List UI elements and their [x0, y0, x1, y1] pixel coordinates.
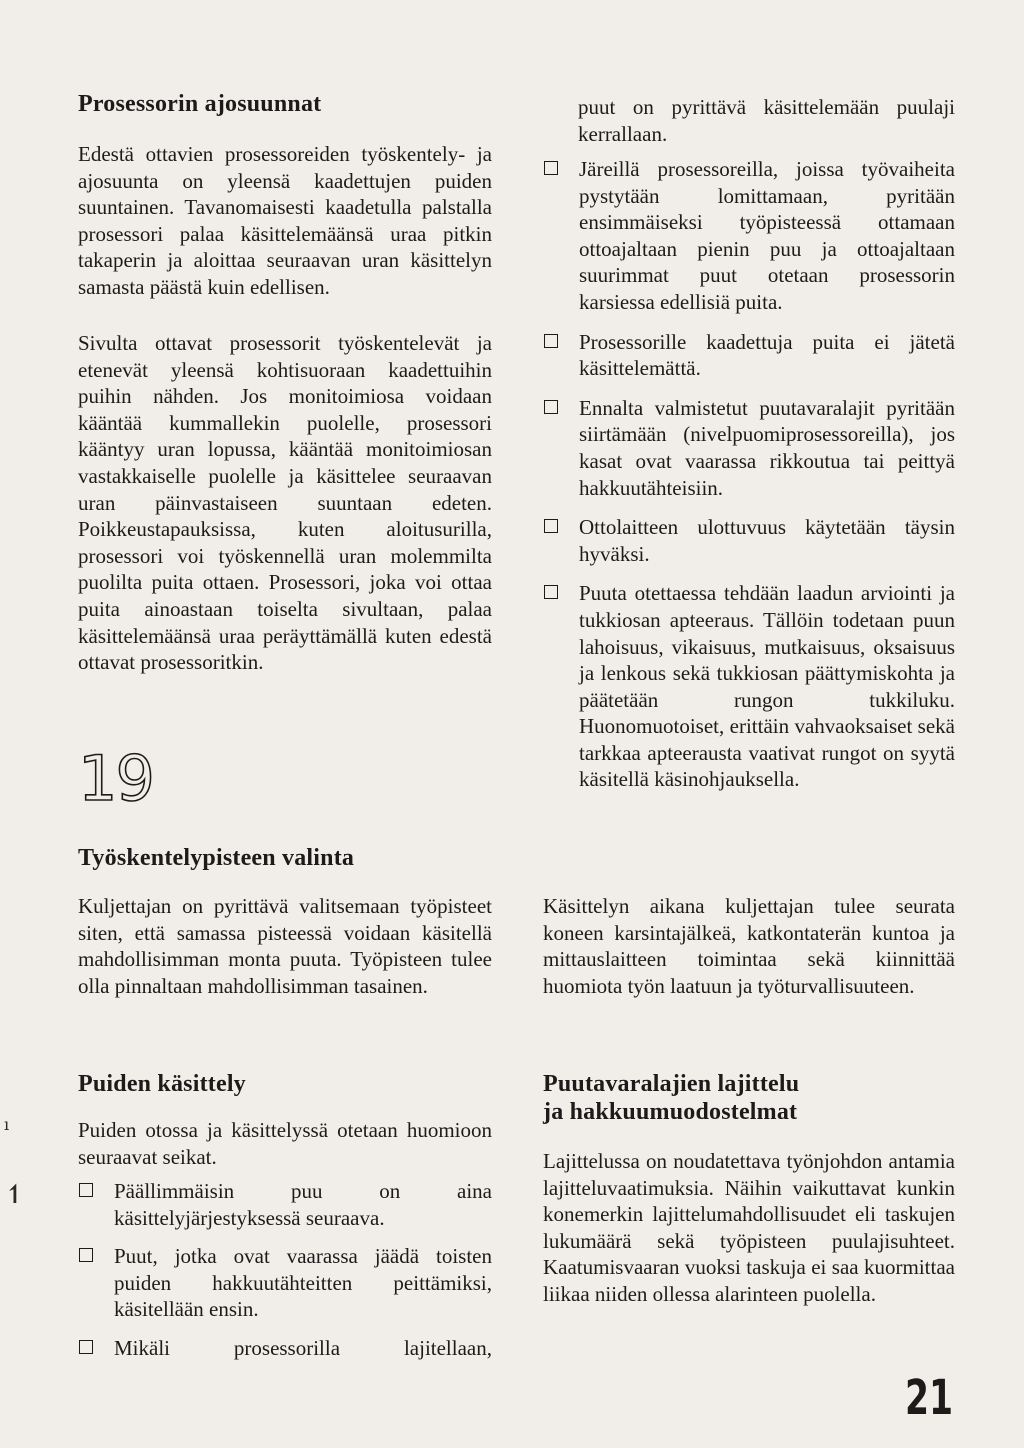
- checklist-item-text: Päällimmäisin puu on aina käsittelyjärjestyksessä seuraava.: [114, 1179, 492, 1230]
- checkbox-icon: [79, 1248, 93, 1262]
- section-title-line: Puutavaralajien lajittelu: [543, 1071, 800, 1097]
- checklist-puiden-kasittely: [78, 1178, 492, 1362]
- scan-mark: ı: [4, 1115, 10, 1134]
- checklist-right: [543, 156, 955, 793]
- checklist-item-text: Ottolaitteen ulottuvuus käytetään täysin hyväksi.: [579, 515, 955, 566]
- paragraph-lajittelu: Lajittelussa on noudatettava työnjohdon antamia lajitteluvaatimuksia. Näihin vaikuttavat kunkin konemerkin lajittelumahdollisuudet eli taskujen lukumäärä sekä työpisteen puulajisuhteet. Kaatumisvaaran vuoksi taskuja ei saa kuormittaa liikaa niiden ollessa alarinteen puolella.: [543, 1149, 955, 1306]
- section-title-line: ja hakkuumuodostelmat: [543, 1099, 798, 1125]
- checklist-item-text: Mikäli prosessorilla lajitellaan,: [114, 1335, 492, 1360]
- paragraph-ajosuunnat-1: Edestä ottavien prosessoreiden työskentely- ja ajosuunta on yleensä kaadettujen puiden suuntainen. Tavanomaisesti kaadetulla palstalla prosessori palaa käsittelemäänsä uraa pitkin takaperin ja aloittaa seuraavan uran käsittelyn samasta päästä kuin edellisen.: [78, 142, 492, 299]
- checkbox-icon: [79, 1183, 93, 1197]
- page-number: 21: [905, 1370, 954, 1426]
- checklist-item: [543, 514, 955, 567]
- checklist-item-text: Prosessorille kaadettuja puita ei jätetä käsittelemättä.: [579, 329, 955, 381]
- paragraph-tyoskentelypiste: Kuljettajan on pyrittävä valitsemaan työpisteet siten, että samassa pisteessä voidaan käsitellä mahdollisimman monta puuta. Työpisteen tulee olla pinnaltaan mahdollisimman tasainen.: [78, 894, 492, 998]
- checklist-item: [543, 329, 955, 382]
- checklist-item-text: Puuta otettaessa tehdään laadun arviointi ja tukkiosan apteeraus. Tällöin todetaan puun lahoisuus, vikaisuus, mutkaisuus, oksaisuus ja lenkous sekä tukkiosan päättymiskohta ja päätetään rungon tukkiluku. Huonomuotoiset, erittäin vahvaoksaiset sekä tarkkaa apteerausta vaativat rungot on syytä käsitellä käsinohjauksella.: [579, 581, 955, 792]
- section-title-lajittelu: [543, 1070, 955, 1126]
- checkbox-icon: [544, 519, 558, 533]
- section-title-ajosuunnat: Prosessorin ajosuunnat: [78, 91, 322, 117]
- checklist-item: [543, 156, 955, 316]
- checklist-item: [78, 1243, 492, 1323]
- section-title-tyoskentelypiste: Työskentelypisteen valinta: [78, 845, 355, 871]
- checkbox-icon: [544, 400, 558, 414]
- paragraph-continuation: puut on pyrittävä käsittelemään puulaji kerrallaan.: [578, 95, 955, 146]
- paragraph-puiden-kasittely: Puiden otossa ja käsittelyssä otetaan huomioon seuraavat seikat.: [78, 1118, 492, 1169]
- checklist-item: [78, 1178, 492, 1231]
- checklist-item-text: Järeillä prosessoreilla, joissa työvaiheita pystytään lomittamaan, pyritään ensimmäiseksi työpisteessä ottamaan ottoajaltaan pienin puu ja ottoajaltaan suurimmat puut otetaan prosessorin karsiessa edellisiä puita.: [579, 157, 955, 314]
- checkbox-icon: [544, 585, 558, 599]
- checkbox-icon: [544, 334, 558, 348]
- scan-mark: ↿: [4, 1180, 26, 1210]
- checkbox-icon: [544, 161, 558, 175]
- checkbox-icon: [79, 1340, 93, 1354]
- checklist-item: [543, 580, 955, 793]
- checklist-item: [543, 395, 955, 501]
- figure-number: 19: [78, 742, 153, 815]
- checklist-item-text: Puut, jotka ovat vaarassa jäädä toisten puiden hakkuutähteitten peittämiksi, käsitellään ensin.: [114, 1244, 492, 1322]
- paragraph-kasittely: Käsittelyn aikana kuljettajan tulee seurata koneen karsintajälkeä, katkontaterän kuntoa ja mittauslaitteen toimintaa sekä kiinnittää huomiota työn laatuun ja työturvallisuuteen.: [543, 894, 955, 998]
- section-title-puiden-kasittely: Puiden käsittely: [78, 1071, 246, 1097]
- checklist-item-text: Ennalta valmistetut puutavaralajit pyritään siirtämään (nivelpuomiprosessoreilla), jos kasat ovat vaarassa rikkoutua tai peittyä hakkuutähteisiin.: [579, 395, 955, 500]
- checklist-item: [78, 1335, 492, 1362]
- paragraph-ajosuunnat-2: Sivulta ottavat prosessorit työskentelevät ja etenevät yleensä kohtisuoraan kaadettuihin puihin nähden. Jos monitoimiosa voidaan kääntää kummallekin puolelle, prosessori kääntyy uran lopussa, kääntää monitoimiosan vastakkaiselle puolelle ja käsittelee seuraavan uran päinvastaiseen suuntaan edeten. Poikkeustapauksissa, kuten aloitusurilla, prosessori voi työskennellä uran molemmilta puolilta puita ottaen. Prosessori, joka voi ottaa puita ainoastaan toiselta sivultaan, palaa käsittelemäänsä uraa peräyttämällä kuten edestä ottavat prosessoritkin.: [78, 331, 492, 675]
